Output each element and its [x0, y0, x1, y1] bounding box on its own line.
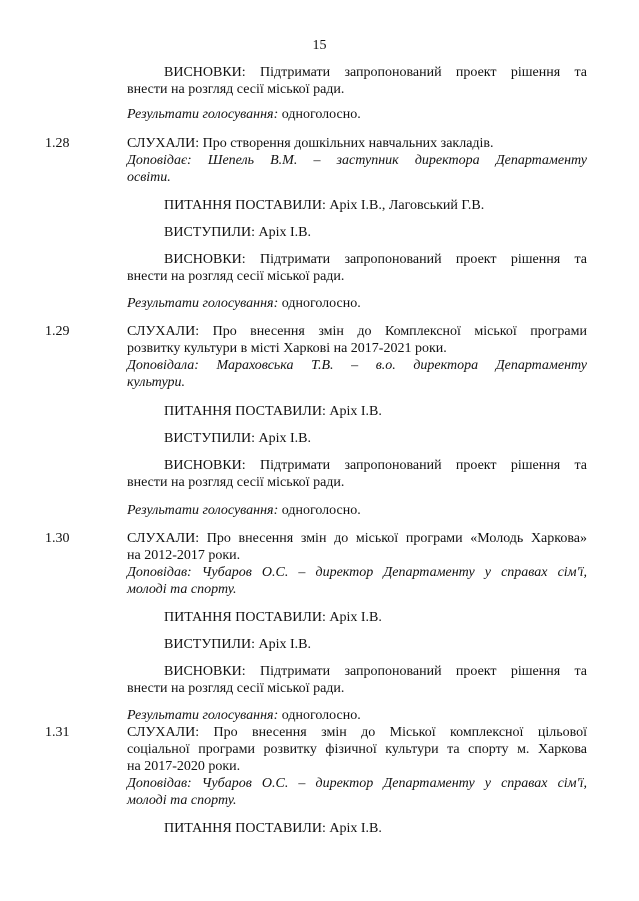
reporter-line: молоді та спорту. [127, 793, 237, 808]
conclusion-line: внести на розгляд сесії міської ради. [127, 681, 345, 696]
questions-line: ПИТАННЯ ПОСТАВИЛИ: Аріх І.В., Лаговський Г.В. [164, 198, 485, 213]
vote-result [127, 502, 587, 519]
heard-line: СЛУХАЛИ: Про створення дошкільних навчальних закладів. [127, 136, 494, 151]
vote-result [127, 295, 587, 312]
vote-value: одноголосно. [281, 107, 361, 122]
questions-line: ПИТАННЯ ПОСТАВИЛИ: Аріх І.В. [164, 404, 382, 419]
conclusion-line: ВИСНОВКИ: Підтримати запропонований проект рішення та [164, 458, 587, 473]
conclusion-line: ВИСНОВКИ: Підтримати запропонований проект рішення та [164, 252, 587, 267]
heard-line: на 2017-2020 роки. [127, 759, 241, 774]
heard-line: СЛУХАЛИ: Про внесення змін до Комплексної міської програми [127, 324, 587, 339]
vote-label: Результати голосування: [127, 708, 279, 723]
vote-result [127, 707, 587, 724]
page-number: 15 [312, 38, 327, 53]
item-number: 1.28 [45, 136, 70, 151]
questions-line: ПИТАННЯ ПОСТАВИЛИ: Аріх І.В. [164, 821, 382, 836]
vote-label: Результати голосування: [127, 107, 279, 122]
reporter-line: Доповідав: Чубаров О.С. – директор Департаменту у справах сім'ї, [127, 565, 587, 580]
vote-label: Результати голосування: [127, 296, 279, 311]
heard-line: соціальної програми розвитку фізичної культури та спорту м. Харкова [127, 742, 587, 757]
speakers-line: ВИСТУПИЛИ: Аріх І.В. [164, 637, 311, 652]
heard-line: розвитку культури в місті Харкові на 2017-2021 роки. [127, 341, 447, 356]
conclusion-line: ВИСНОВКИ: Підтримати запропонований проект рішення та [164, 664, 587, 679]
reporter-line: культури. [127, 375, 185, 390]
vote-label: Результати голосування: [127, 503, 279, 518]
reporter-line: Доповідав: Чубаров О.С. – директор Департаменту у справах сім'ї, [127, 776, 587, 791]
vote-value: одноголосно. [281, 503, 361, 518]
vote-result [127, 106, 587, 123]
speakers-line: ВИСТУПИЛИ: Аріх І.В. [164, 431, 311, 446]
reporter-line: освіти. [127, 170, 171, 185]
conclusion-line: внести на розгляд сесії міської ради. [127, 269, 345, 284]
heard-line: СЛУХАЛИ: Про внесення змін до Міської комплексної цільової [127, 725, 587, 740]
conclusion-line: ВИСНОВКИ: Підтримати запропонований проект рішення та [164, 65, 587, 80]
conclusion-line: внести на розгляд сесії міської ради. [127, 475, 345, 490]
item-number: 1.30 [45, 531, 70, 546]
speakers-line: ВИСТУПИЛИ: Аріх І.В. [164, 225, 311, 240]
heard-line: на 2012-2017 роки. [127, 548, 241, 563]
reporter-line: Доповідає: Шепель В.М. – заступник директора Департаменту [127, 153, 587, 168]
reporter-line: молоді та спорту. [127, 582, 237, 597]
vote-value: одноголосно. [281, 708, 361, 723]
vote-value: одноголосно. [281, 296, 361, 311]
heard-line: СЛУХАЛИ: Про внесення змін до міської програми «Молодь Харкова» [127, 531, 587, 546]
questions-line: ПИТАННЯ ПОСТАВИЛИ: Аріх І.В. [164, 610, 382, 625]
item-number: 1.31 [45, 725, 70, 740]
reporter-line: Доповідала: Мараховська Т.В. – в.о. директора Департаменту [127, 358, 587, 373]
conclusion-line: внести на розгляд сесії міської ради. [127, 82, 345, 97]
item-number: 1.29 [45, 324, 70, 339]
